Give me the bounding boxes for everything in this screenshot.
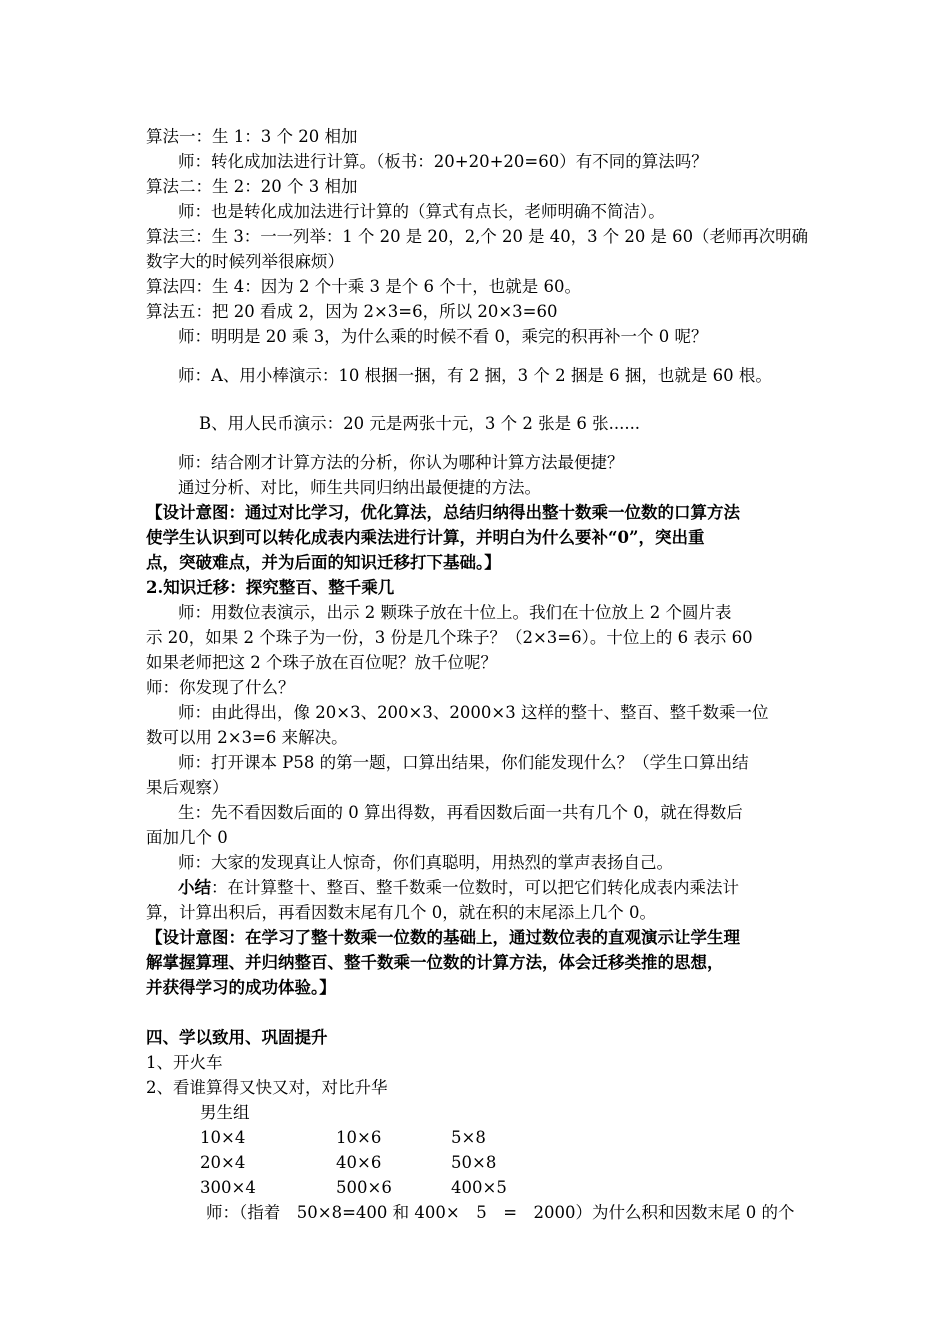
- line-subsummary-cont: 算，计算出积后，再看因数末尾有几个 0，就在积的末尾添上几个 0。: [146, 903, 656, 922]
- design-intent-1-line-3: 点，突破难点，并为后面的知识迁移打下基础。】: [146, 553, 501, 572]
- line-summary: 通过分析、对比，师生共同归纳出最便捷的方法。: [178, 478, 541, 497]
- design-intent-1-line-1: 【设计意图：通过对比学习，优化算法，总结归纳得出整十数乘一位数的口算方法: [146, 503, 740, 522]
- design-intent-2-line-2: 解掌握算理、并归纳整百、整千数乘一位数的计算方法，体会迁移类推的思想，: [146, 953, 724, 972]
- line-teacher-6: 师：你发现了什么？: [146, 678, 295, 697]
- calc-cell: 300×4: [200, 1178, 256, 1197]
- line-teacher-1: 师：转化成加法进行计算。（板书：20+20+20=60）有不同的算法吗？: [178, 152, 708, 171]
- line-teacher-7: 师：由此得出，像 20×3、200×3、2000×3 这样的整十、整百、整千数乘一位: [178, 703, 769, 722]
- exercise-2: 2、看谁算得又快又对，对比升华: [146, 1078, 388, 1097]
- line-teacher-5-cont-2: 如果老师把这 2 个珠子放在百位呢？放千位呢？: [146, 653, 497, 672]
- calc-cell: 40×6: [336, 1153, 382, 1172]
- calc-cell: 10×6: [336, 1128, 382, 1147]
- line-algo-3-cont: 数字大的时候列举很麻烦）: [146, 252, 344, 271]
- line-algo-5: 算法五：把 20 看成 2，因为 2×3=6，所以 20×3=60: [146, 302, 558, 321]
- calc-cell: 5×8: [451, 1128, 486, 1147]
- line-algo-4: 算法四：生 4：因为 2 个十乘 3 是个 6 个十，也就是 60。: [146, 277, 581, 296]
- section-heading-2: 2.知识迁移：探究整百、整千乘几: [146, 578, 395, 597]
- design-intent-2-line-3: 并获得学习的成功体验。】: [146, 978, 336, 997]
- subsummary-text: ：在计算整十、整百、整千数乘一位数时，可以把它们转化成表内乘法计: [211, 878, 739, 897]
- design-intent-1-line-2: 使学生认识到可以转化成表内乘法进行计算，并明白为什么要补“0”，突出重: [146, 528, 705, 547]
- line-teacher-8-cont: 果后观察）: [146, 778, 229, 797]
- line-teacher-4: 师：结合刚才计算方法的分析，你认为哪种计算方法最便捷？: [178, 453, 624, 472]
- subsummary-label: 小结: [178, 878, 211, 897]
- calc-cell: 10×4: [200, 1128, 246, 1147]
- line-student: 生：先不看因数后面的 0 算出得数，再看因数后面一共有几个 0，就在得数后: [178, 803, 743, 822]
- line-teacher-8: 师：打开课本 P58 的第一题，口算出结果，你们能发现什么？（学生口算出结: [178, 753, 749, 772]
- line-algo-1: 算法一：生 1：3 个 20 相加: [146, 127, 358, 146]
- design-intent-2-line-1: 【设计意图：在学习了整十数乘一位数的基础上，通过数位表的直观演示让学生理: [146, 928, 740, 947]
- section-heading-4: 四、学以致用、巩固提升: [146, 1028, 328, 1047]
- calc-cell: 400×5: [451, 1178, 507, 1197]
- calc-cell: 20×4: [200, 1153, 246, 1172]
- group-label-boys: 男生组: [200, 1103, 250, 1122]
- line-teacher-3: 师：明明是 20 乘 3，为什么乘的时候不看 0，乘完的积再补一个 0 呢？: [178, 327, 708, 346]
- line-teacher-7-cont: 数可以用 2×3=6 来解决。: [146, 728, 348, 747]
- line-algo-2: 算法二：生 2：20 个 3 相加: [146, 177, 358, 196]
- line-demo-a: 师：A、用小棒演示：10 根捆一捆，有 2 捆，3 个 2 捆是 6 捆，也就是 60 根。: [178, 366, 772, 385]
- exercise-1: 1、开火车: [146, 1053, 223, 1072]
- line-teacher-5-cont-1: 示 20，如果 2 个珠子为一份，3 份是几个珠子？（2×3=6）。十位上的 6 表示 60: [146, 628, 753, 647]
- calc-cell: 50×8: [451, 1153, 497, 1172]
- line-teacher-9: 师：大家的发现真让人惊奇，你们真聪明，用热烈的掌声表扬自己。: [178, 853, 673, 872]
- line-student-cont: 面加几个 0: [146, 828, 228, 847]
- calc-cell: 500×6: [336, 1178, 392, 1197]
- line-algo-3: 算法三：生 3：一一列举：1 个 20 是 20，2,个 20 是 40，3 个 20 是 60（老师再次明确: [146, 227, 808, 246]
- line-teacher-2: 师：也是转化成加法进行计算的（算式有点长，老师明确不简洁）。: [178, 202, 665, 221]
- line-teacher-5: 师：用数位表演示，出示 2 颗珠子放在十位上。我们在十位放上 2 个圆片表: [178, 603, 732, 622]
- line-demo-b: B、用人民币演示：20 元是两张十元，3 个 2 张是 6 张......: [199, 414, 641, 433]
- line-subsummary: [178, 877, 739, 899]
- line-teacher-10: 师：（指着 50×8=400 和 400× 5 = 2000）为什么积和因数末尾 0 的个: [206, 1203, 795, 1222]
